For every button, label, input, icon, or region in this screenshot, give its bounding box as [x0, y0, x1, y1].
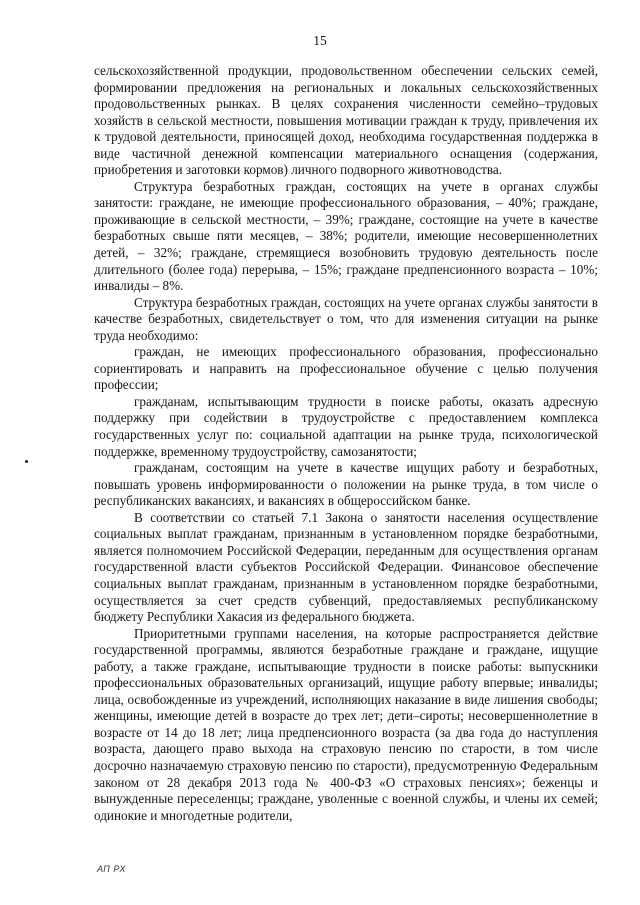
paragraph-3: Структура безработных граждан, состоящих на учете органах службы занятости в качестве безработных, свидетельствует о том, что для изменения ситуации на рынке труда необходимо: [94, 294, 598, 343]
paragraph-4: граждан, не имеющих профессионального образования, профессионально сориентировать и направить на профессиональное обучение с целью получения профессии; [94, 344, 598, 393]
scan-dot-mark [25, 460, 28, 463]
paragraph-8: Приоритетными группами населения, на которые распространяется действие государственной программы, являются безработные граждане и граждане, ищущие работу, а также граждане, испытывающие трудности в поиске работы: выпускники профессиональных образовательных организаций, ищущие работу впервые; инвалиды; лица, освобожденные из учреждений, исполняющих наказание в виде лишения свободы; женщины, имеющие детей в возрасте до трех лет; дети–сироты; несовершеннолетние в возрасте от 14 до 18 лет; лица предпенсионного возраста (за два года до наступления возраста, дающего право выхода на страховую пенсию по старости, в том числе досрочно назначаемую страховую пенсию по старости), предусмотренную Федеральным законом от 28 декабря 2013 года № 400-ФЗ «О страховых пенсиях»; беженцы и вынужденные переселенцы; граждане, уволенные с военной службы, и члены их семей; одинокие и многодетные родители, [94, 625, 598, 823]
paragraph-5: гражданам, испытывающим трудности в поиске работы, оказать адресную поддержку при содействии в трудоустройстве с предоставлением комплекса государственных услуг по: социальной адаптации на рынке труда, психологической поддержке, временному трудоустройству, самозанятости; [94, 393, 598, 459]
footer-mark: АП РХ [97, 864, 126, 874]
paragraph-7: В соответствии со статьей 7.1 Закона о занятости населения осуществление социальных выплат гражданам, признанным в установленном порядке безработными, является полномочием Российской Федерации, переданным для осуществления органам государственной власти субъектов Российской Федерации. Финансовое обеспечение социальных выплат гражданам, признанным в установленном порядке безработными, осуществляется за счет средств субвенций, предоставляемых республиканскому бюджету Республики Хакасия из федерального бюджета. [94, 509, 598, 625]
paragraph-6: гражданам, состоящим на учете в качестве ищущих работу и безработных, повышать уровень информированности о положении на рынке труда, в том числе о республиканских вакансиях, и вакансиях в общероссийском банке. [94, 460, 598, 509]
paragraph-1: сельскохозяйственной продукции, продовольственном обеспечении сельских семей, формировании предложения на региональных и локальных сельскохозяйственных продовольственных рынках. В целях сохранения численности семейно–трудовых хозяйств в сельской местности, повышения мотивации граждан к труду, привлечения их к трудовой деятельности, приносящей доход, необходима государственная поддержка в виде частичной денежной компенсации материального оснащения (содержания, приобретения и заготовки кормов) личного подворного животноводства. [94, 63, 598, 178]
page-number: 15 [313, 33, 327, 48]
paragraph-2: Структура безработных граждан, состоящих на учете в органах службы занятости: граждане, не имеющие профессионального образования, – 40%; граждане, проживающие в сельской местности, – 39%; граждане, состоящие на учете в качестве безработных свыше пяти месяцев, – 38%; родители, имеющие несовершеннолетних детей, – 32%; граждане, стремящиеся возобновить трудовую деятельность после длительного (более года) перерыва, – 15%; граждане предпенсионного возраста – 10%; инвалиды – 8%. [94, 178, 598, 294]
document-body [94, 63, 598, 824]
